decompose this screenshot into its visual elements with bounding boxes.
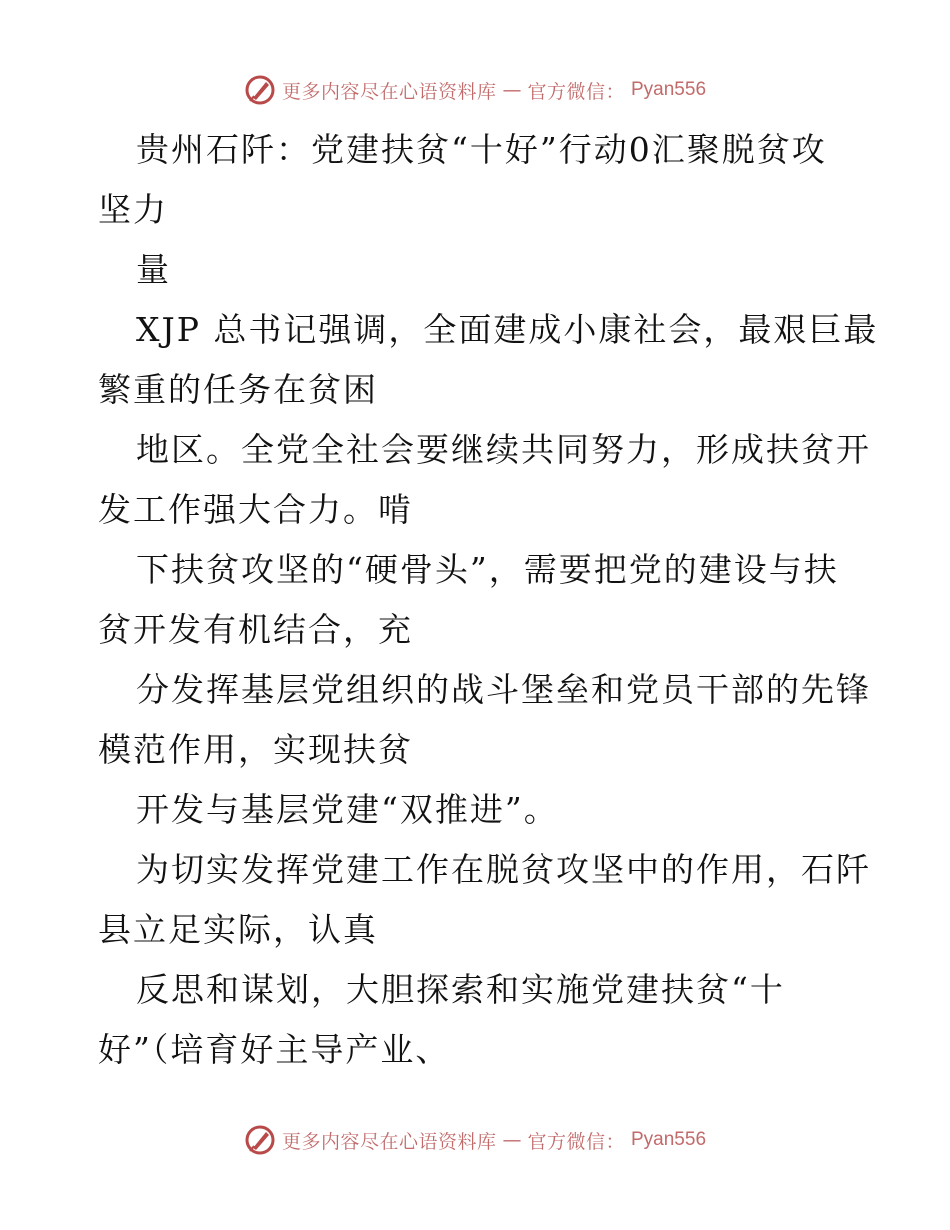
- paragraph-line: 下扶贫攻坚的“硬骨头”，需要把党的建设与扶: [136, 550, 839, 589]
- quill-pen-logo-icon: [244, 74, 276, 106]
- continuation-line: 模范作用，实现扶贫: [98, 730, 413, 769]
- watermark-contact-id: Pyan556: [631, 79, 707, 100]
- continuation-line: 贫开发有机结合，充: [98, 610, 413, 649]
- header-watermark-inner: [244, 74, 706, 106]
- paragraph-line: 分发挥基层党组织的战斗堡垒和党员干部的先锋: [136, 670, 871, 709]
- continuation-line: 发工作强大合力。啃: [98, 490, 413, 529]
- paragraph-line: 反思和谋划，大胆探索和实施党建扶贫“十: [136, 970, 785, 1009]
- paragraph-line: 为切实发挥党建工作在脱贫攻坚中的作用，石阡: [136, 850, 871, 889]
- watermark-contact-label: 官方微信：: [527, 80, 625, 103]
- paragraph-line: XJP 总书记强调，全面建成小康社会，最艰巨最: [136, 310, 879, 349]
- footer-watermark-inner: [244, 1124, 706, 1156]
- document-body: [98, 120, 879, 1080]
- quill-pen-logo-icon: [244, 1124, 276, 1156]
- continuation-line: 县立足实际，认真: [98, 910, 378, 949]
- watermark-separator: —: [502, 79, 522, 101]
- watermark-text: 更多内容尽在心语资料库: [281, 80, 497, 103]
- watermark-contact-id: Pyan556: [631, 1129, 707, 1150]
- footer-watermark: [0, 1120, 950, 1160]
- header-watermark: [0, 70, 950, 110]
- continuation-line: 好”（培育好主导产业、: [98, 1030, 451, 1069]
- paragraph-line: 量: [136, 250, 171, 289]
- watermark-contact-label: 官方微信：: [527, 1130, 625, 1153]
- watermark-separator: —: [502, 1129, 522, 1151]
- continuation-line: 繁重的任务在贫困: [98, 370, 378, 409]
- watermark-text: 更多内容尽在心语资料库: [281, 1130, 497, 1153]
- continuation-line: 坚力: [98, 190, 168, 229]
- paragraph-line: 开发与基层党建“双推进”。: [136, 790, 559, 829]
- paragraph-line: 地区。全党全社会要继续共同努力，形成扶贫开: [136, 430, 871, 469]
- paragraph-line: 贵州石阡：党建扶贫“十好”行动0汇聚脱贫攻: [136, 130, 827, 169]
